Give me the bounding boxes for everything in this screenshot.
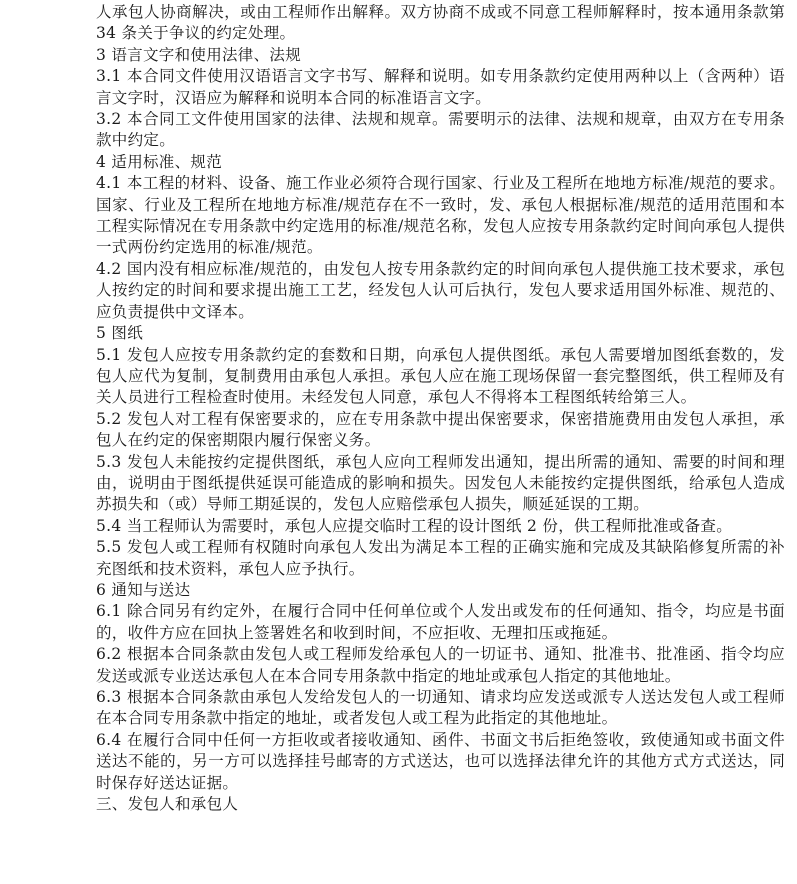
paragraph-5-5: 5.5 发包人或工程师有权随时向承包人发出为满足本工程的正确实施和完成及其缺陷修复所需的补充图纸和技术资料，承包人应予执行。	[96, 538, 785, 578]
section-heading-5: 5 图纸	[96, 324, 143, 343]
paragraph-5-4: 5.4 当工程师认为需要时，承包人应提交临时工程的设计图纸 2 份，供工程师批准或备查。	[96, 516, 732, 535]
chapter-heading-3: 三、发包人和承包人	[96, 795, 239, 814]
section-heading-6: 6 通知与送达	[96, 580, 191, 599]
paragraph-6-2: 6.2 根据本合同条款由发包人或工程师发给承包人的一切证书、通知、批准书、批准函、指令均应发送或派专业送达承包人在本合同专用条款中指定的地址或承包人指定的其他地址。	[96, 645, 785, 685]
paragraph-continuation: 人承包人协商解决，或由工程师作出解释。双方协商不成或不同意工程师解释时，按本通用条款第 34 条关于争议的约定处理。	[96, 3, 785, 43]
paragraph-6-1: 6.1 除合同另有约定外，在履行合同中任何单位或个人发出或发布的任何通知、指令，均应是书面的，收件方应在回执上签署姓名和收到时间，不应拒收、无理扣压或拖延。	[96, 602, 785, 642]
paragraph-6-3: 6.3 根据本合同条款由承包人发给发包人的一切通知、请求均应发送或派专人送达发包人或工程师在本合同专用条款中指定的地址，或者发包人或工程为此指定的其他地址。	[96, 688, 785, 728]
paragraph-4-1: 4.1 本工程的材料、设备、施工作业必须符合现行国家、行业及工程所在地地方标准/规范的要求。国家、行业及工程所在地地方标准/规范存在不一致时，发、承包人根据标准/规范的适用范围和本工程实际情况在专用条款中约定选用的标准/规范名称，发包人应按专用条款约定时间向承包人提供一式两份约定选用的标准/规范。	[96, 174, 785, 257]
paragraph-5-1: 5.1 发包人应按专用条款约定的套数和日期，向承包人提供图纸。承包人需要增加图纸套数的，发包人应代为复制，复制费用由承包人承担。承包人应在施工现场保留一套完整图纸，供工程师及有关人员进行工程检查时使用。未经发包人同意，承包人不得将本工程图纸转给第三人。	[96, 345, 785, 407]
paragraph-3-2: 3.2 本合同工文件使用国家的法律、法规和规章。需要明示的法律、法规和规章，由双方在专用条款中约定。	[96, 110, 785, 150]
paragraph-4-2: 4.2 国内没有相应标准/规范的，由发包人按专用条款约定的时间向承包人提供施工技术要求，承包人按约定的时间和要求提出施工工艺，经发包人认可后执行，发包人要求适用国外标准、规范的、应负责提供中文译本。	[96, 259, 785, 321]
paragraph-5-2: 5.2 发包人对工程有保密要求的，应在专用条款中提出保密要求，保密措施费用由发包人承担，承包人在约定的保密期限内履行保密义务。	[96, 409, 785, 450]
section-heading-4: 4 适用标准、规范	[96, 152, 222, 171]
paragraph-6-4: 6.4 在履行合同中任何一方拒收或者接收通知、函件、书面文书后拒绝签收，致使通知或书面文件送达不能的，另一方可以选择挂号邮寄的方式送达，也可以选择法律允许的其他方式方式送达，同时保存好送达证据。	[96, 730, 785, 792]
section-heading-3: 3 语言文字和使用法律、法规	[96, 45, 301, 64]
paragraph-5-3: 5.3 发包人未能按约定提供图纸，承包人应向工程师发出通知，提出所需的通知、需要的时间和理由，说明由于图纸提供延误可能造成的影响和损失。因发包人未能按约定提供图纸，给承包人造成苏损失和（或）导师工期延误的，发包人应赔偿承包人损失，顺延延误的工期。	[96, 452, 785, 514]
paragraph-3-1: 3.1 本合同文件使用汉语语言文字书写、解释和说明。如专用条款约定使用两种以上（含两种）语言文字时，汉语应为解释和说明本合同的标准语言文字。	[96, 67, 785, 107]
